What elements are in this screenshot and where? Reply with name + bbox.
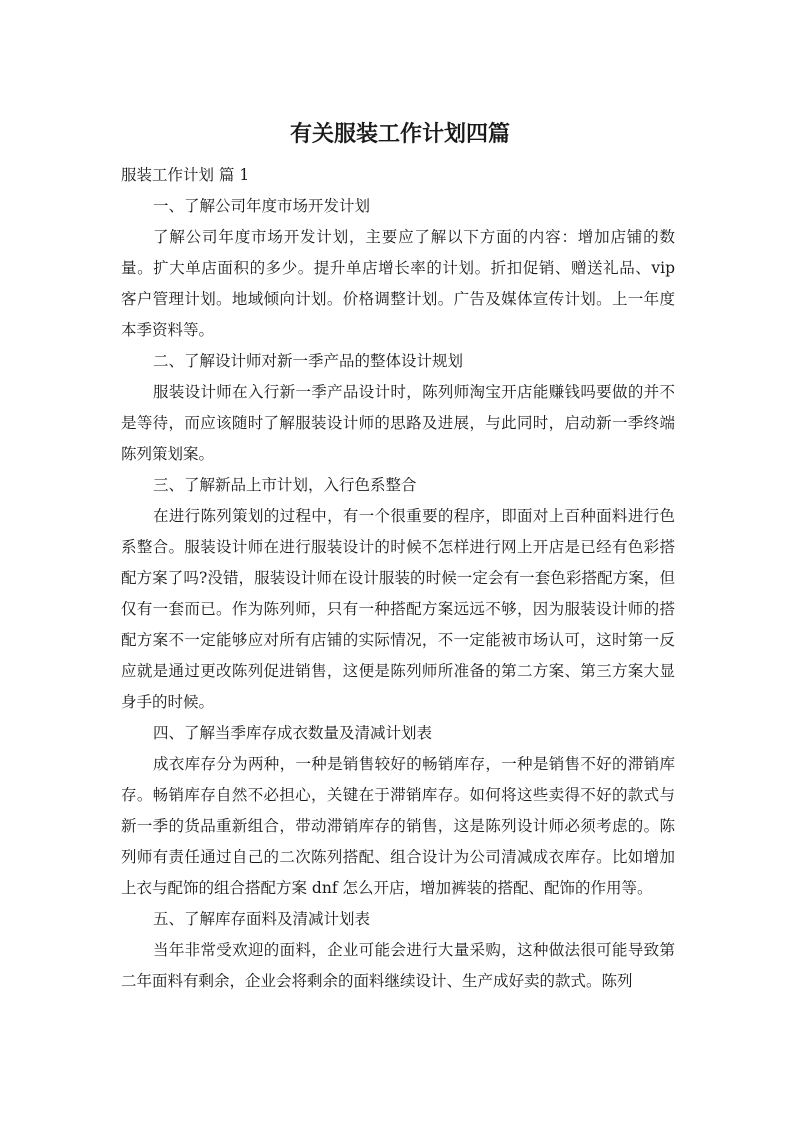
- section-body-1: 了解公司年度市场开发计划，主要应了解以下方面的内容：增加店铺的数量。扩大单店面积的多少。提升单店增长率的计划。折扣促销、赠送礼品、vip 客户管理计划。地域倾向计划。价格调整计划。广告及媒体宣传计划。上一年度本季资料等。: [121, 228, 675, 339]
- section-heading-3: 三、了解新品上市计划，入行色系整合: [153, 476, 417, 494]
- document-body: [121, 160, 675, 997]
- section-body-4: 成衣库存分为两种，一种是销售较好的畅销库存，一种是销售不好的滞销库存。畅销库存自然不必担心，关键在于滞销库存。如何将这些卖得不好的款式与新一季的货品重新组合，带动滞销库存的销售，这是陈列设计师必须考虑的。陈列师有责任通过自己的二次陈列搭配、组合设计为公司清减成衣库存。比如增加上衣与配饰的组合搭配方案 dnf 怎么开店，增加裤装的搭配、配饰的作用等。: [121, 755, 675, 897]
- section-body-5: 当年非常受欢迎的面料，企业可能会进行大量采购，这种做法很可能导致第二年面料有剩余，企业会将剩余的面料继续设计、生产成好卖的款式。陈列: [121, 941, 675, 990]
- section-body-2: 服装设计师在入行新一季产品设计时，陈列师淘宝开店能赚钱吗要做的并不是等待，而应该随时了解服装设计师的思路及进展，与此同时，启动新一季终端陈列策划案。: [121, 383, 675, 463]
- document-title: 有关服装工作计划四篇: [289, 122, 510, 147]
- section-heading-1: 一、了解公司年度市场开发计划: [153, 197, 371, 215]
- section-heading-5: 五、了解库存面料及清减计划表: [153, 910, 371, 928]
- section-heading-2: 二、了解设计师对新一季产品的整体设计规划: [153, 352, 464, 370]
- section-heading-4: 四、了解当季库存成衣数量及清减计划表: [153, 724, 433, 742]
- document-subtitle: 服装工作计划 篇 1: [121, 166, 250, 184]
- section-body-3: 在进行陈列策划的过程中，有一个很重要的程序，即面对上百种面料进行色系整合。服装设计师在进行服装设计的时候不怎样进行网上开店是已经有色彩搭配方案了吗?没错，服装设计师在设计服装的时候一定会有一套色彩搭配方案，但仅有一套而已。作为陈列师，只有一种搭配方案远远不够，因为服装设计师的搭配方案不一定能够应对所有店铺的实际情况，不一定能被市场认可，这时第一反应就是通过更改陈列促进销售，这便是陈列师所准备的第二方案、第三方案大显身手的时候。: [121, 507, 675, 711]
